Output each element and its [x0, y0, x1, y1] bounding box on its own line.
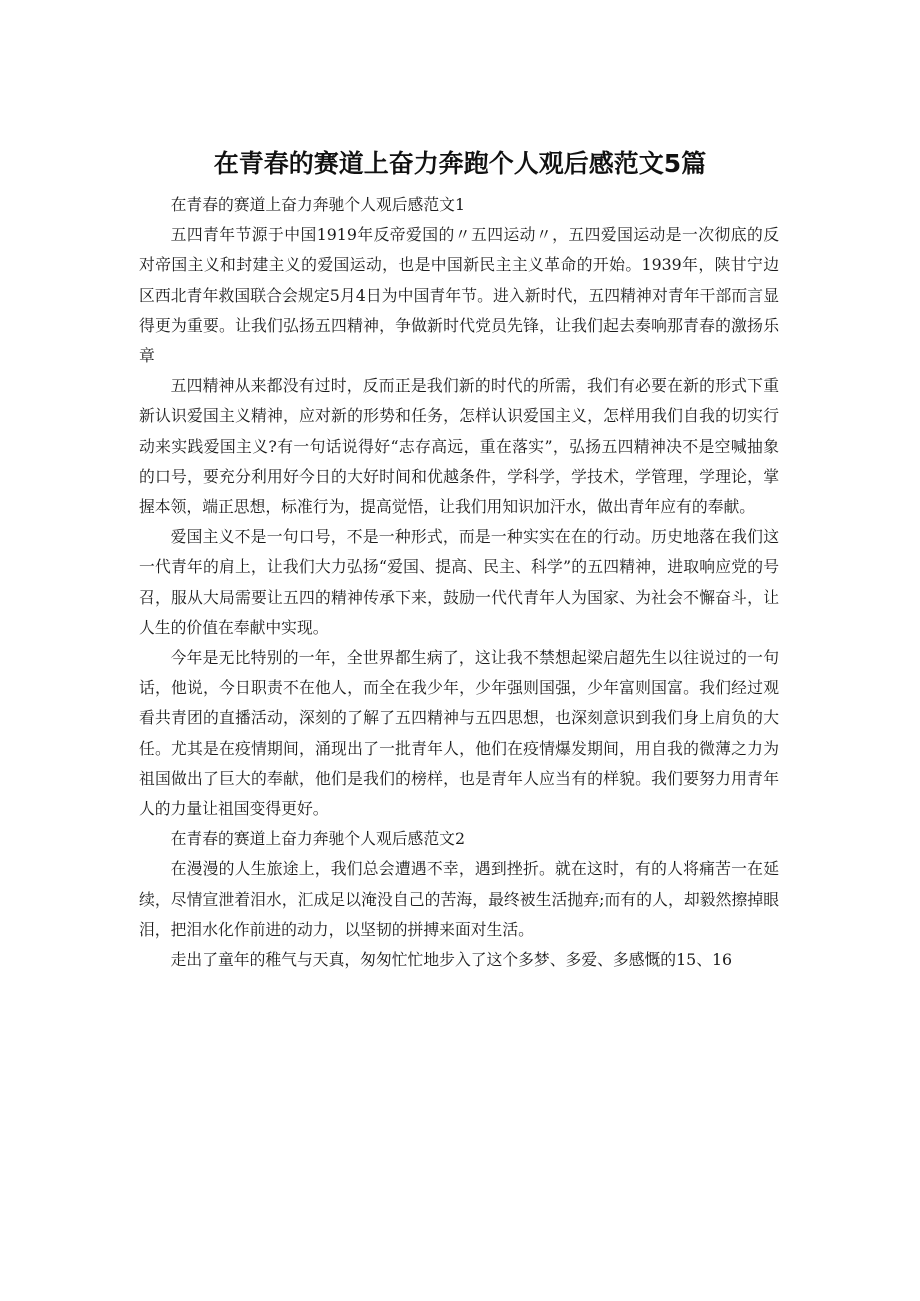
document-body — [139, 190, 779, 975]
paragraph: 在漫漫的人生旅途上，我们总会遭遇不幸，遇到挫折。就在这时，有的人将痛苦一在延续，尽情宣泄着泪水，汇成足以淹没自己的苦海，最终被生活抛弃;而有的人，却毅然擦掉眼泪，把泪水化作前进的动力，以坚韧的拼搏来面对生活。 — [139, 859, 779, 939]
paragraph: 爱国主义不是一句口号，不是一种形式，而是一种实实在在的行动。历史地落在我们这一代青年的肩上，让我们大力弘扬“爱国、提高、民主、科学”的五四精神，进取响应党的号召，服从大局需要让五四的精神传承下来，鼓励一代代青年人为国家、为社会不懈奋斗，让人生的价值在奉献中实现。 — [139, 527, 779, 637]
paragraph: 今年是无比特别的一年，全世界都生病了，这让我不禁想起梁启超先生以往说过的一句话，他说，今日职责不在他人，而全在我少年，少年强则国强，少年富则国富。我们经过观看共青团的直播活动，深刻的了解了五四精神与五四思想，也深刻意识到我们身上肩负的大任。尤其是在疫情期间，涌现出了一批青年人，他们在疫情爆发期间，用自我的微薄之力为祖国做出了巨大的奉献，他们是我们的榜样，也是青年人应当有的样貌。我们要努力用青年人的力量让祖国变得更好。 — [139, 648, 779, 819]
paragraph: 五四青年节源于中国1919年反帝爱国的〃五四运动〃，五四爱国运动是一次彻底的反对帝国主义和封建主义的爱国运动，也是中国新民主主义革命的开始。1939年，陕甘宁边区西北青年救国联合会规定5月4日为中国青年节。进入新时代，五四精神对青年干部而言显得更为重要。让我们弘扬五四精神，争做新时代党员先锋，让我们起去奏响那青春的激扬乐章 — [139, 225, 779, 366]
section-heading-2: 在青春的赛道上奋力奔驰个人观后感范文2 — [170, 829, 465, 849]
paragraph: 五四精神从来都没有过时，反而正是我们新的时代的所需，我们有必要在新的形式下重新认识爱国主义精神，应对新的形势和任务，怎样认识爱国主义，怎样用我们自我的切实行动来实践爱国主义?有一句话说得好“志存高远，重在落实”，弘扬五四精神决不是空喊抽象的口号，要充分利用好今日的大好时间和优越条件，学科学，学技术，学管理，学理论，掌握本领，端正思想，标准行为，提高觉悟，让我们用知识加汗水，做出青年应有的奉献。 — [139, 376, 779, 517]
document-title: 在青春的赛道上奋力奔跑个人观后感范文5篇 — [213, 149, 707, 178]
paragraph: 走出了童年的稚气与天真，匆匆忙忙地步入了这个多梦、多爱、多感慨的15、16 — [170, 950, 733, 970]
section-heading-1: 在青春的赛道上奋力奔驰个人观后感范文1 — [170, 195, 465, 214]
